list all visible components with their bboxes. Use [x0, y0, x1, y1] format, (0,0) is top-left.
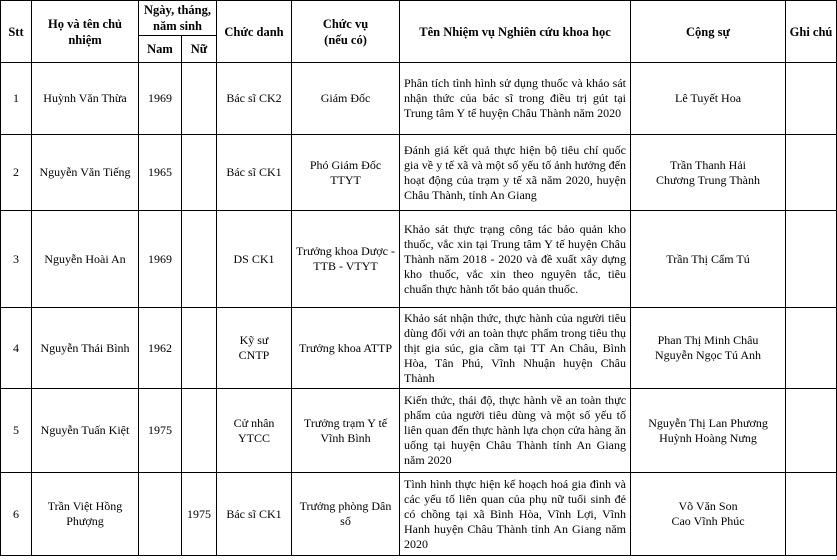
- cell-birth-male: 1962: [139, 308, 182, 389]
- header-name: Họ và tên chủ nhiệm: [32, 1, 139, 63]
- cell-collaborators: Phan Thị Minh Châu Nguyễn Ngọc Tú Anh: [631, 308, 786, 389]
- cell-birth-female: [182, 211, 217, 308]
- cell-note: [786, 135, 837, 211]
- cell-note: [786, 308, 837, 389]
- cell-topic: Kiến thức, thái độ, thực hành về an toàn thực phẩm của người tiêu dùng và một số yếu tố liên quan đến thực hành lựa chọn cửa hàng ăn uống tại huyện Châu Thành tỉnh An Giang năm 2020: [400, 389, 631, 473]
- table-row: [1, 308, 837, 389]
- table-row: [1, 135, 837, 211]
- cell-birth-male: 1969: [139, 211, 182, 308]
- cell-stt: 4: [1, 308, 32, 389]
- header-male: Nam: [139, 36, 182, 63]
- cell-topic: Tình hình thực hiện kế hoạch hoá gia đình và các yếu tố liên quan của phụ nữ tuổi sinh đẻ có chồng tại xã Bình Hòa, Vĩnh Lợi, Vĩnh Hanh huyện Châu Thành tỉnh An Giang năm 2020: [400, 473, 631, 556]
- cell-topic: Đánh giá kết quả thực hiện bộ tiêu chí quốc gia về y tế xã và một số yếu tố ảnh hưởng đến hoạt động của trạm y tế xã năm 2020, huyện Châu Thành, tỉnh An Giang: [400, 135, 631, 211]
- cell-title: Bác sĩ CK2: [217, 63, 292, 135]
- header-note: Ghi chú: [786, 1, 837, 63]
- cell-title: Cử nhân YTCC: [217, 389, 292, 473]
- table-row: [1, 473, 837, 556]
- cell-birth-female: [182, 308, 217, 389]
- cell-topic: Khảo sát thực trạng công tác bảo quản kho thuốc, vắc xin tại Trung tâm Y tế huyện Châu Thành năm 2018 - 2020 và đề xuất xây dựng kho thuốc, vắc xin theo nguyên tắc, tiêu chuẩn thực hành tốt bảo quản thuốc.: [400, 211, 631, 308]
- cell-title: Kỹ sư CNTP: [217, 308, 292, 389]
- cell-topic: Khảo sát nhận thức, thực hành của người tiêu dùng đối với an toàn thực phẩm trong tiêu thụ thịt gia súc, gia cầm tại TT An Châu, Bình Hòa, Tân Phú, Vĩnh Nhuận huyện Châu Thành: [400, 308, 631, 389]
- cell-birth-female: [182, 63, 217, 135]
- cell-stt: 1: [1, 63, 32, 135]
- cell-title: Bác sĩ CK1: [217, 473, 292, 556]
- cell-collaborators: Trần Thanh Hải Chương Trung Thành: [631, 135, 786, 211]
- cell-position: Trưởng khoa Dược - TTB - VTYT: [292, 211, 400, 308]
- cell-birth-female: [182, 135, 217, 211]
- cell-stt: 5: [1, 389, 32, 473]
- cell-collaborators: Lê Tuyết Hoa: [631, 63, 786, 135]
- header-topic: Tên Nhiệm vụ Nghiên cứu khoa học: [400, 1, 631, 63]
- cell-collaborators: Trần Thị Cẩm Tú: [631, 211, 786, 308]
- cell-name: Nguyễn Tuấn Kiệt: [32, 389, 139, 473]
- cell-note: [786, 63, 837, 135]
- cell-topic: Phân tích tình hình sử dụng thuốc và khảo sát nhận thức của bác sĩ trong điều trị gút tại Trung tâm Y tế huyện Châu Thành năm 2020: [400, 63, 631, 135]
- cell-birth-female: [182, 389, 217, 473]
- cell-name: Nguyễn Hoài An: [32, 211, 139, 308]
- cell-position: Trưởng khoa ATTP: [292, 308, 400, 389]
- header-position: Chức vụ (nếu có): [292, 1, 400, 63]
- cell-birth-male: 1975: [139, 389, 182, 473]
- table-row: [1, 389, 837, 473]
- header-collaborators: Cộng sự: [631, 1, 786, 63]
- cell-position: Giám Đốc: [292, 63, 400, 135]
- cell-stt: 3: [1, 211, 32, 308]
- cell-name: Trần Việt Hồng Phượng: [32, 473, 139, 556]
- cell-birth-female: 1975: [182, 473, 217, 556]
- cell-stt: 2: [1, 135, 32, 211]
- cell-note: [786, 473, 837, 556]
- cell-stt: 6: [1, 473, 32, 556]
- cell-name: Huỳnh Văn Thừa: [32, 63, 139, 135]
- cell-birth-male: 1969: [139, 63, 182, 135]
- cell-title: DS CK1: [217, 211, 292, 308]
- cell-birth-male: [139, 473, 182, 556]
- cell-position: Phó Giám Đốc TTYT: [292, 135, 400, 211]
- header-birth: Ngày, tháng, năm sinh: [139, 1, 217, 36]
- cell-position: Trưởng phòng Dân số: [292, 473, 400, 556]
- cell-title: Bác sĩ CK1: [217, 135, 292, 211]
- header-female: Nữ: [182, 36, 217, 63]
- cell-note: [786, 211, 837, 308]
- header-title: Chức danh: [217, 1, 292, 63]
- cell-note: [786, 389, 837, 473]
- header-stt: Stt: [1, 1, 32, 63]
- table-row: [1, 63, 837, 135]
- cell-birth-male: 1965: [139, 135, 182, 211]
- table-row: [1, 211, 837, 308]
- cell-name: Nguyễn Văn Tiếng: [32, 135, 139, 211]
- cell-collaborators: Nguyễn Thị Lan Phương Huỳnh Hoàng Nưng: [631, 389, 786, 473]
- cell-position: Trưởng trạm Y tế Vĩnh Bình: [292, 389, 400, 473]
- cell-name: Nguyễn Thái Bình: [32, 308, 139, 389]
- cell-collaborators: Võ Văn Son Cao Vĩnh Phúc: [631, 473, 786, 556]
